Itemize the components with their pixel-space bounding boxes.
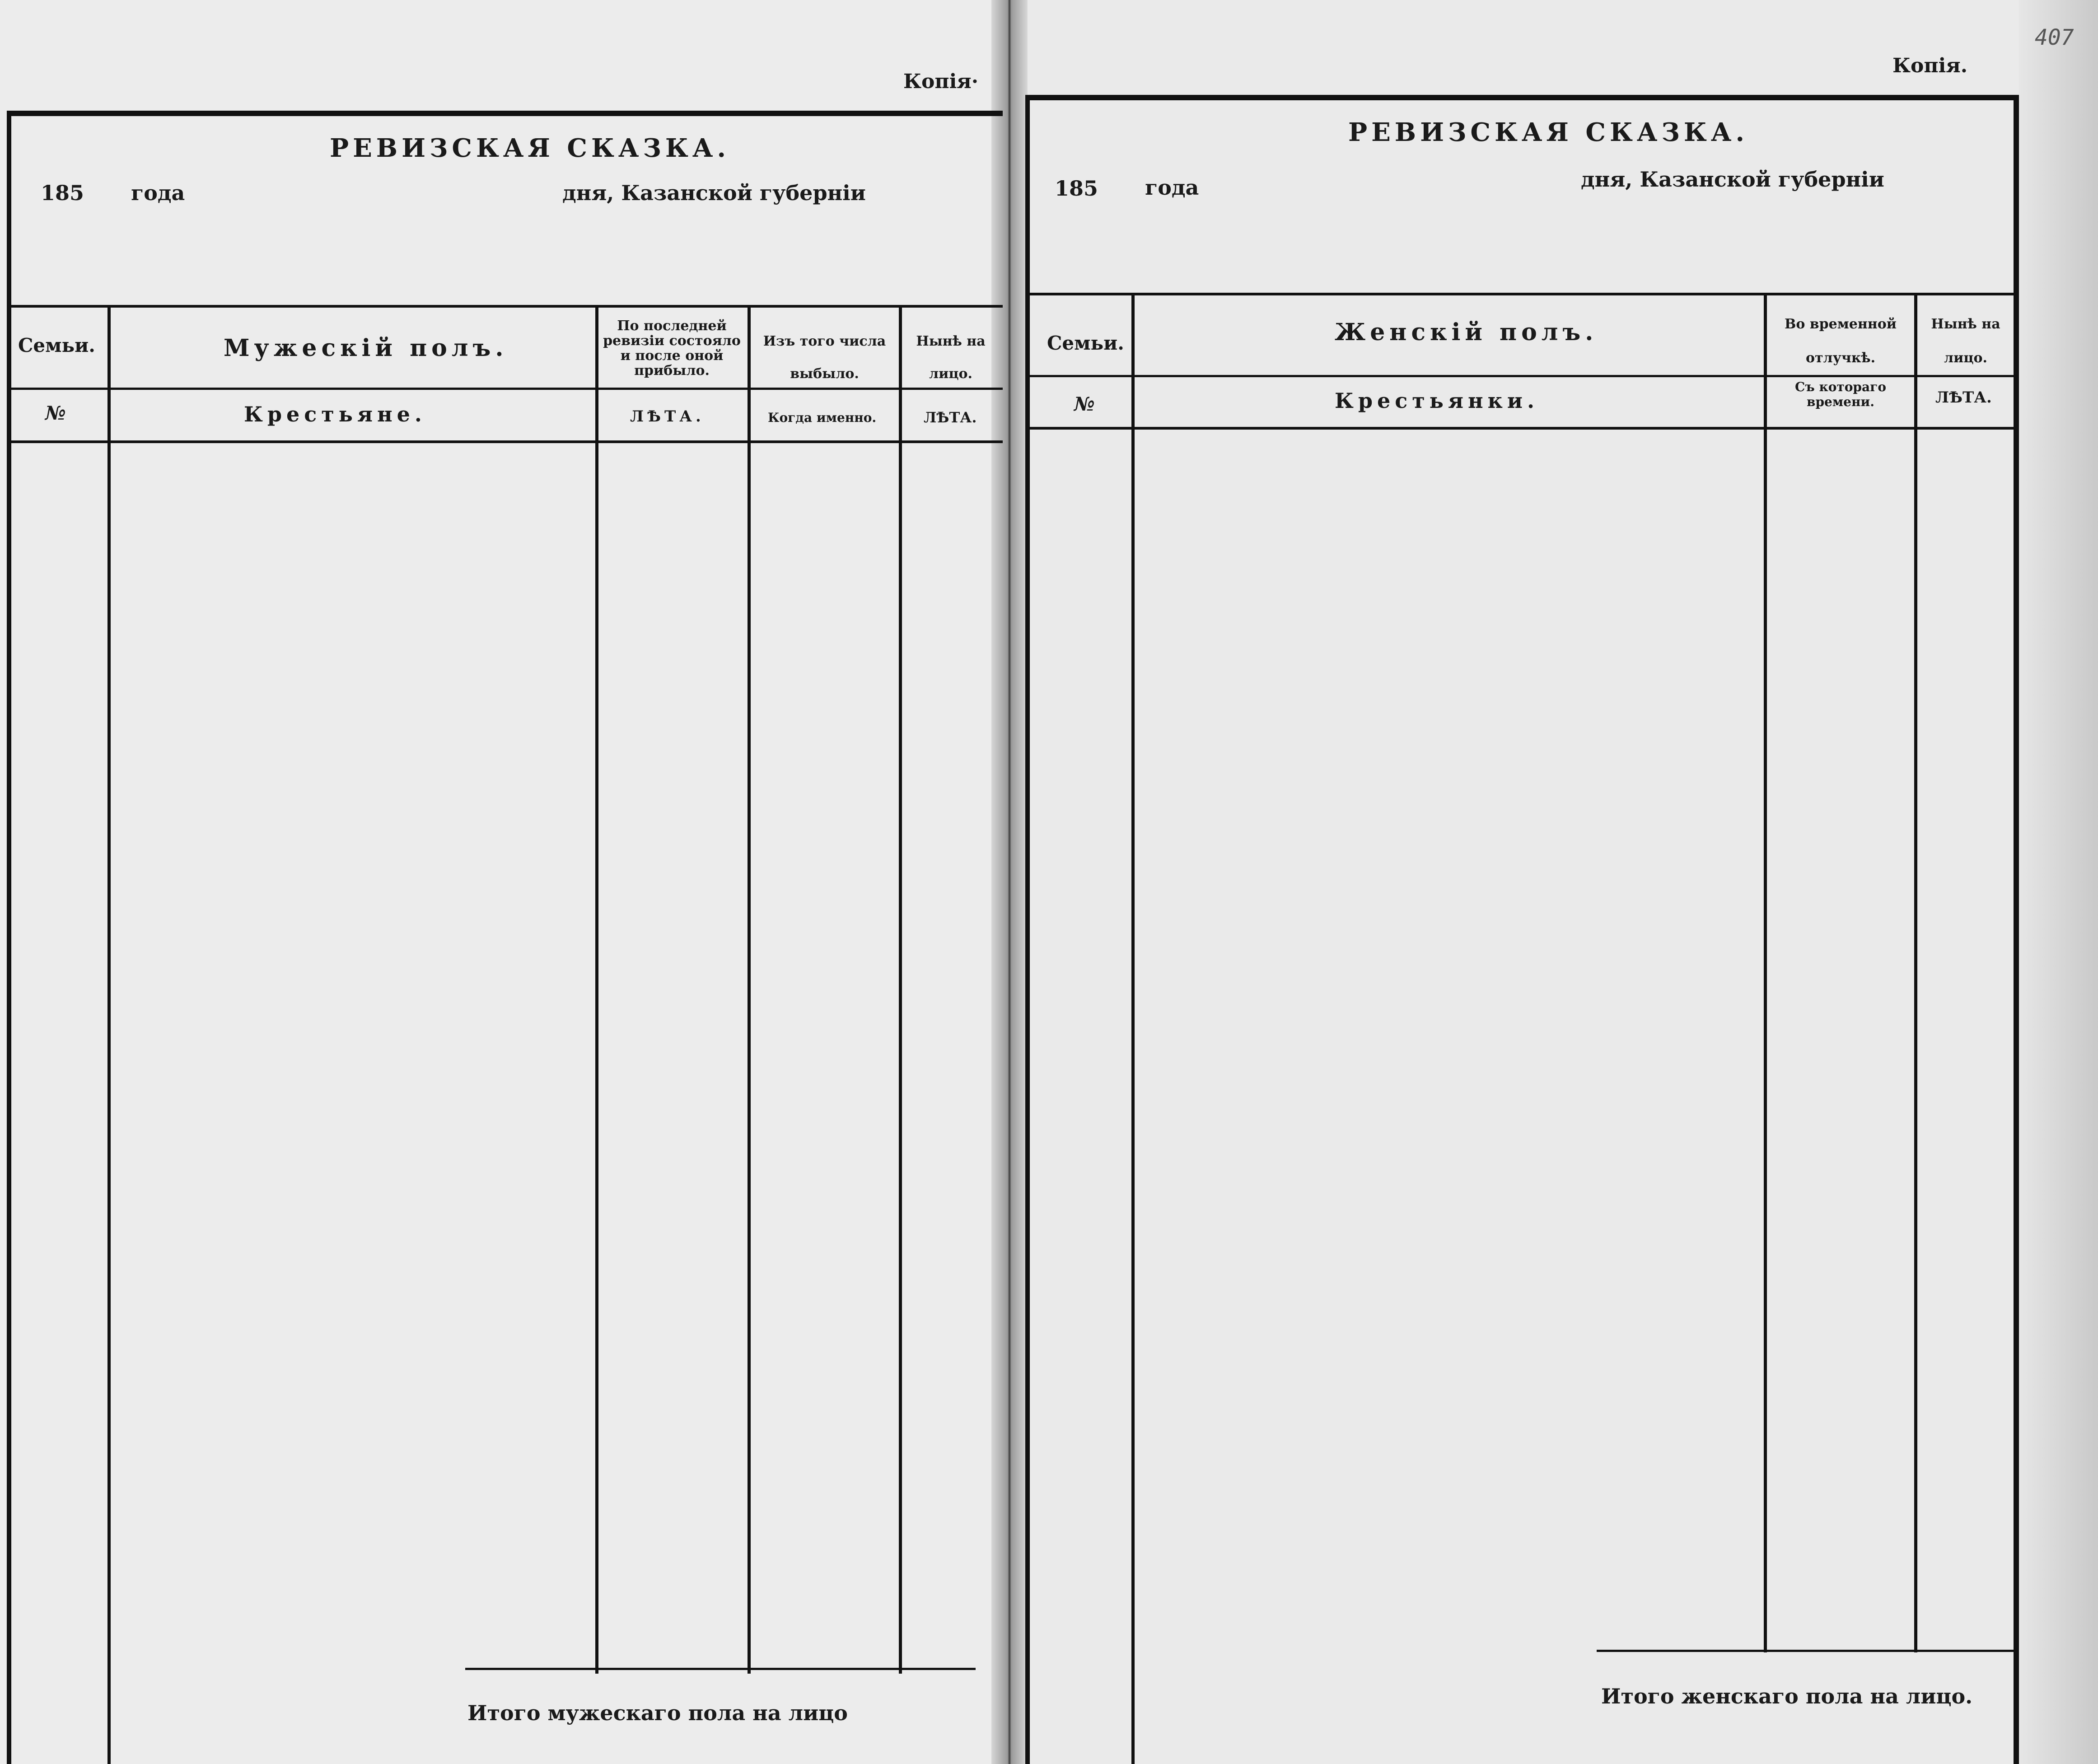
right-col-present: Нынѣ на лицо. [1931,316,2000,366]
right-page [1007,0,2098,1764]
right-col-female-sex: Женскій полъ. [1335,318,1598,346]
left-col-line-3 [748,305,751,1674]
left-document-title: РЕВИЗСКАЯ СКАЗКА. [330,133,730,163]
left-total-label: Итого мужескаго пола на лицо [467,1701,848,1725]
right-col-line-2 [1764,293,1767,1652]
left-copy-mark: Копія· [903,70,979,93]
left-col-line-1 [107,305,111,1764]
left-col-families: Семьи. [18,334,95,356]
left-top-border [7,111,1003,116]
right-header-divider [1030,375,2017,377]
left-outer-border [7,111,11,1764]
right-col-line-1 [1131,293,1135,1764]
right-sub-years: ЛѢТА. [1935,388,1992,407]
left-sub-years: ЛѢТА. [630,407,705,426]
page-edge [2019,0,2098,1764]
left-page [0,0,1007,1764]
right-col-temporary-absence: Во временной отлучкѣ. [1784,316,1897,366]
right-table-top-line [1030,293,2017,295]
left-day-province: дня, Казанской губерніи [562,181,866,205]
left-sub-years-short: ЛѢТА. [924,409,977,426]
right-inner-border [1025,95,1030,1764]
right-document-title: РЕВИЗСКАЯ СКАЗКА. [1348,117,1748,147]
right-sub-peasant-women: Крестьянки. [1335,388,1539,413]
left-subheader-divider [11,440,1003,443]
left-col-departed: Изъ того числа выбыло. [763,333,886,382]
book-gutter [991,0,1028,1764]
left-col-present: Нынѣ на лицо. [916,333,986,382]
right-col-families: Семьи. [1047,332,1124,354]
page-number: 407 [2035,25,2074,50]
right-number-sign: № [1074,393,1095,415]
right-year-prefix: 185 [1055,176,1098,201]
left-col-male-sex: Мужескій полъ. [224,334,508,362]
left-col-line-4 [899,305,902,1674]
right-col-line-3 [1914,293,1917,1652]
left-sub-when: Когда именно. [768,410,877,425]
left-col-line-2 [595,305,598,1674]
left-col-last-revision: По последней ревизіи состояло и после оной прибыло. [603,318,741,379]
left-year-prefix: 185 [41,181,84,205]
right-subheader-divider [1030,427,2017,430]
right-total-line [1597,1650,2017,1652]
right-year-word: года [1145,175,1199,200]
left-table-top-line [11,305,1003,308]
left-number-sign: № [45,402,66,424]
left-total-line [465,1668,976,1670]
right-total-label: Итого женскаго пола на лицо. [1601,1684,1973,1708]
left-sub-peasants: Крестьяне. [244,402,426,426]
right-copy-mark: Копія. [1892,54,1968,77]
right-sub-since-when: Съ котораго времени. [1795,379,1886,409]
right-day-province: дня, Казанской губерніи [1581,167,1884,192]
left-year-word: года [131,181,185,205]
right-outer-border [2014,95,2019,1764]
right-top-border [1025,95,2019,100]
